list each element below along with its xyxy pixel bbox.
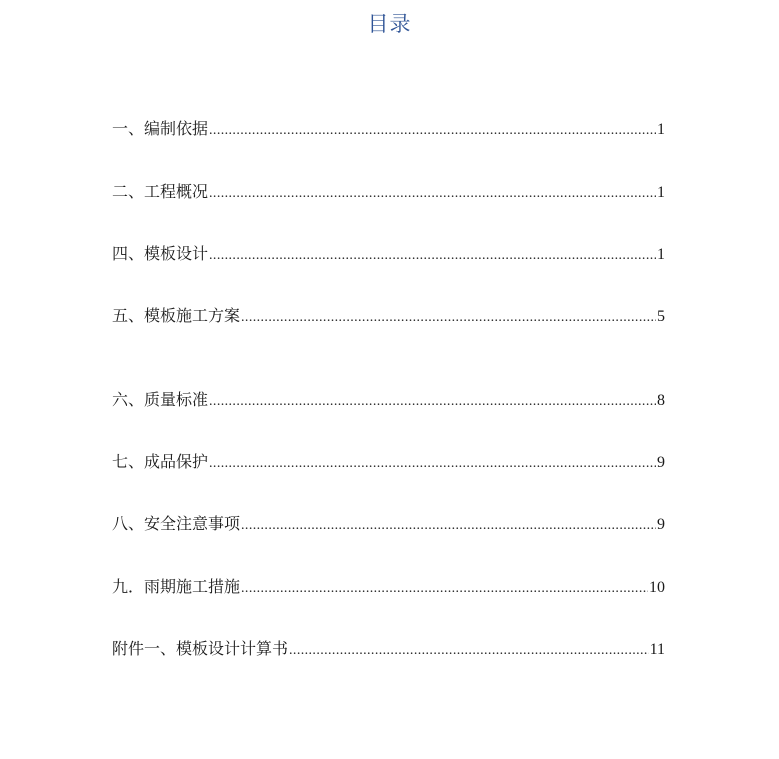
toc-page-number: 9 bbox=[657, 516, 665, 533]
toc-dot-leader bbox=[241, 514, 656, 538]
toc-entry-label: 二、工程概况 bbox=[112, 182, 209, 201]
toc-page-number: 9 bbox=[657, 454, 665, 471]
toc-entry-label: 四、模板设计 bbox=[112, 244, 209, 263]
toc-entry-label: 七、成品保护 bbox=[112, 452, 209, 471]
toc-entry-label: 附件一、模板设计计算书 bbox=[112, 639, 289, 658]
toc-entry[interactable] bbox=[112, 575, 665, 599]
toc-dot-leader bbox=[209, 452, 656, 476]
toc-page-number: 5 bbox=[657, 308, 665, 325]
toc-entry-label: 一、编制依据 bbox=[112, 119, 209, 138]
toc-dot-leader bbox=[241, 306, 656, 330]
toc-entry[interactable] bbox=[112, 388, 665, 412]
toc-entry-label: 九．雨期施工措施 bbox=[112, 577, 241, 596]
toc-page-number: 10 bbox=[649, 579, 665, 596]
toc-page-number: 11 bbox=[649, 641, 665, 658]
toc-entry-label: 五、模板施工方案 bbox=[112, 306, 241, 325]
toc-page-number: 1 bbox=[657, 246, 665, 263]
toc-dot-leader bbox=[241, 577, 648, 601]
toc-entry[interactable] bbox=[112, 117, 665, 141]
toc-entry[interactable] bbox=[112, 512, 665, 536]
toc-page-number: 8 bbox=[657, 392, 665, 409]
toc-dot-leader bbox=[209, 182, 656, 206]
table-of-contents bbox=[112, 0, 665, 759]
toc-entry[interactable] bbox=[112, 304, 665, 328]
toc-entry[interactable] bbox=[112, 450, 665, 474]
toc-dot-leader bbox=[209, 244, 656, 268]
toc-entry[interactable] bbox=[112, 180, 665, 204]
toc-entry[interactable] bbox=[112, 242, 665, 266]
page-title: 目录 bbox=[367, 12, 412, 36]
toc-entry[interactable] bbox=[112, 637, 665, 661]
toc-page-number: 1 bbox=[657, 184, 665, 201]
toc-page-number: 1 bbox=[657, 121, 665, 138]
toc-dot-leader bbox=[209, 390, 656, 414]
toc-dot-leader bbox=[289, 639, 649, 663]
toc-entry-label: 八、安全注意事项 bbox=[112, 514, 241, 533]
toc-entry-label: 六、质量标准 bbox=[112, 390, 209, 409]
toc-dot-leader bbox=[209, 119, 656, 143]
